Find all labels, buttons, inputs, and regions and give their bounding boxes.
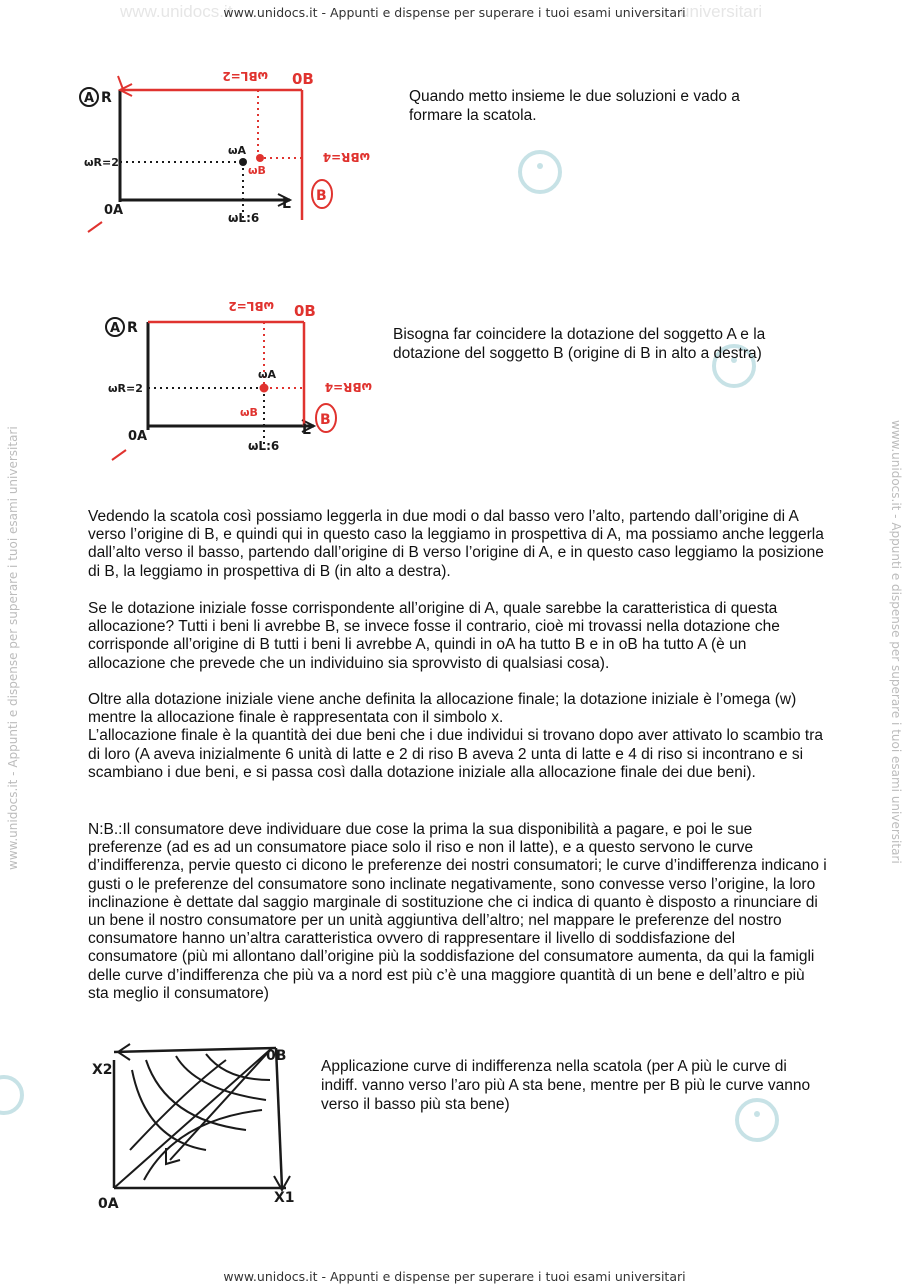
watermark-logo-icon	[520, 152, 560, 192]
label-origin-a: 0A	[104, 203, 124, 218]
label-omega-l: ωL:6	[228, 211, 260, 225]
figure-1-caption: Quando metto insieme le due soluzioni e vado a formare la scatola.	[409, 88, 740, 124]
label-omega-b-l: ωBL=2	[222, 69, 268, 83]
label-origin-b: 0B	[292, 70, 314, 88]
label-origin-a: 0A	[98, 1196, 119, 1212]
label-omega-b: ωB	[248, 164, 266, 177]
paragraph-2: Se le dotazione iniziale fosse corrispondente all’origine di A, quale sarebbe la caratteristica di questa allocazione? Tutti i beni li avrebbe B, se invece fosse il contrario, cioè mi trovassi nella dotazione che corrisponde all’origine di B tutti i beni li avrebbe A, quindi in oA ha tutto B e in oB ha tutto A (è un allocazione che prevede che un individuino sia sprovvisto di qualsiasi cosa).	[88, 600, 780, 672]
label-omega-b-r: ωBR=4	[322, 150, 370, 164]
header-ghost-right: universitari	[680, 2, 763, 21]
label-omega-b-l: ωBL=2	[228, 299, 274, 313]
figure-2-caption: Bisogna far coincidere la dotazione del soggetto A e la dotazione del soggetto B (origine di B in alto a destra)	[393, 326, 766, 362]
edgeworth-box-figure-2	[98, 290, 380, 462]
label-b: B	[320, 412, 331, 428]
side-watermark-right: www.unidocs.it - Appunti e dispense per superare i tuoi esami universitari	[889, 420, 903, 864]
paragraph-1: Vedendo la scatola così possiamo leggerla in due modi o dal basso vero l’alto, partendo dall’origine di A verso l’origine di B, e quindi qui in questo caso la leggiamo in prospettiva di A, ma possiamo anche leggerla dall’alto verso il basso, partendo dall’origine di B verso l’origine di A, e in questo caso leggiamo la posizione di B, la leggiamo in prospettiva di B (in alto a destra).	[88, 508, 824, 580]
footer-watermark: www.unidocs.it - Appunti e dispense per superare i tuoi esami universitari	[223, 1269, 686, 1284]
label-r: R	[101, 90, 112, 106]
label-omega-l: ωL:6	[248, 439, 280, 453]
label-omega-b: ωB	[240, 406, 258, 419]
label-a: A	[110, 321, 121, 336]
label-x2: X2	[92, 1062, 113, 1078]
paragraph-4: N:B.:Il consumatore deve individuare due cose la prima la sua disponibilità a pagare, e poi le sue preferenze (ad es ad un consumatore piace solo il riso e non il latte), e a questo servono le curve d’indifferenza, pervie questo ci dicono le preferenze dei nostri consumatori; le curve d’indifferenza indicano i gusti o le preferenze del consumatore sono inclinate negativamente, sono convesse verso l’origine, la loro inclinazione è dettate dal saggio marginale di sostituzione che ci indica di quanto è disposto a rinunciare di un bene il nostro consumatore per un unità aggiuntiva dell’altro; nel mappare le preferenze del nostro consumatore hanno un’altra caratteristica ovvero di rappresentare il livello di soddisfazione del consumatore (più mi allontano dall’origine più la soddisfazione del consumatore aumenta, da qui la famigli delle curve d’indifferenza che più va a nord est più c’è una maggiore quantità di un bene e dell’altro e più sta meglio il consumatore)	[88, 821, 827, 1002]
label-a: A	[84, 91, 95, 106]
label-l: L	[282, 196, 291, 212]
label-x1: X1	[274, 1190, 295, 1206]
header-ghost-left: www.unidocs.it	[120, 2, 233, 21]
label-origin-b: 0B	[266, 1048, 287, 1064]
label-origin-a: 0A	[128, 429, 148, 444]
label-b: B	[316, 188, 327, 204]
label-omega-r: ωR=2	[84, 156, 119, 169]
header-watermark: www.unidocs.it - Appunti e dispense per superare i tuoi esami universitari	[223, 5, 686, 20]
label-r: R	[127, 320, 138, 336]
watermark-logo-icon	[0, 1077, 22, 1113]
label-omega-b-r: ωBR=4	[324, 380, 372, 394]
figure-3-caption: Applicazione curve di indifferenza nella scatola (per A più le curve di indiff. vanno verso l’aro più A sta bene, mentre per B più le curve vanno verso il basso più sta bene)	[321, 1058, 811, 1113]
label-l: L	[302, 422, 311, 438]
label-omega-r: ωR=2	[108, 382, 143, 395]
label-omega-a: ωA	[258, 368, 277, 381]
paragraph-3: Oltre alla dotazione iniziale viene anche definita la allocazione finale; la dotazione iniziale è l’omega (w) mentre la allocazione finale è rappresentata con il simbolo x. L’allocazione finale è la quantità dei due beni che i due individui si trovano dopo aver attivato lo scambio tra di loro (A aveva inizialmente 6 unità di latte e 2 di riso B aveva 2 unta di latte e 4 di riso si incontrano e si scambiano i due beni, e si passa così dalla dotazione iniziale alla allocazione finale dei due beni).	[88, 691, 824, 781]
label-origin-b: 0B	[294, 302, 316, 320]
side-watermark-left: www.unidocs.it - Appunti e dispense per superare i tuoi esami universitari	[6, 426, 20, 870]
label-omega-a: ωA	[228, 144, 247, 157]
edgeworth-box-figure-1	[78, 62, 390, 234]
indifference-curves-box	[86, 1030, 308, 1220]
